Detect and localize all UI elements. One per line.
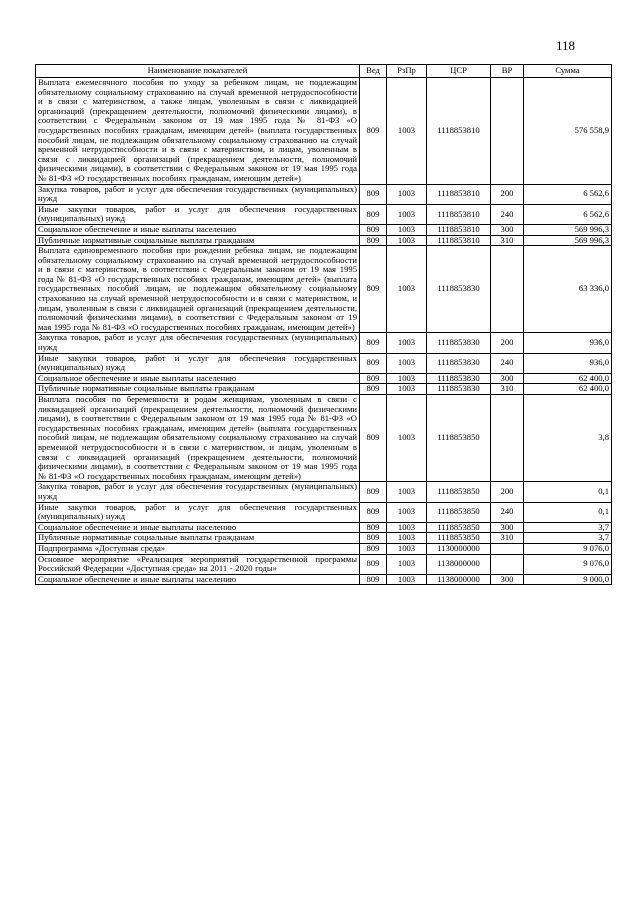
row-csr-cell: 1118853810 bbox=[427, 204, 491, 224]
row-sum-cell: 576 558,9 bbox=[524, 78, 612, 185]
row-ved-cell: 809 bbox=[360, 353, 387, 373]
row-csr-cell: 1118853810 bbox=[427, 78, 491, 185]
row-rzpr-cell: 1003 bbox=[387, 384, 427, 395]
row-ved-cell: 809 bbox=[360, 204, 387, 224]
row-sum-cell: 63 336,0 bbox=[524, 246, 612, 333]
row-rzpr-cell: 1003 bbox=[387, 482, 427, 502]
row-csr-cell: 1118853850 bbox=[427, 395, 491, 482]
row-rzpr-cell: 1003 bbox=[387, 78, 427, 185]
row-vr-cell: 240 bbox=[491, 502, 524, 522]
row-rzpr-cell: 1003 bbox=[387, 543, 427, 554]
row-rzpr-cell: 1003 bbox=[387, 502, 427, 522]
row-ved-cell: 809 bbox=[360, 78, 387, 185]
row-rzpr-cell: 1003 bbox=[387, 204, 427, 224]
row-vr-cell: 310 bbox=[491, 235, 524, 246]
row-sum-cell: 936,0 bbox=[524, 353, 612, 373]
row-csr-cell: 1138000000 bbox=[427, 554, 491, 574]
row-name-cell: Основное мероприятие «Реализация мероприятий государственной программы Российской Федерации «Доступная среда» на 2011 - 2020 годы» bbox=[36, 554, 360, 574]
row-rzpr-cell: 1003 bbox=[387, 224, 427, 235]
table-header-row bbox=[36, 65, 612, 78]
row-ved-cell: 809 bbox=[360, 522, 387, 533]
row-sum-cell: 0,1 bbox=[524, 482, 612, 502]
header-ved: Вед bbox=[360, 65, 387, 78]
table-row bbox=[36, 184, 612, 204]
row-ved-cell: 809 bbox=[360, 502, 387, 522]
row-csr-cell: 1118853850 bbox=[427, 522, 491, 533]
row-ved-cell: 809 bbox=[360, 533, 387, 544]
row-rzpr-cell: 1003 bbox=[387, 554, 427, 574]
row-ved-cell: 809 bbox=[360, 574, 387, 585]
table-row bbox=[36, 224, 612, 235]
row-vr-cell bbox=[491, 395, 524, 482]
row-ved-cell: 809 bbox=[360, 373, 387, 384]
row-ved-cell: 809 bbox=[360, 384, 387, 395]
row-ved-cell: 809 bbox=[360, 333, 387, 353]
table-row bbox=[36, 246, 612, 333]
header-sum: Сумма bbox=[524, 65, 612, 78]
row-csr-cell: 1118853830 bbox=[427, 353, 491, 373]
row-csr-cell: 1118853830 bbox=[427, 246, 491, 333]
row-csr-cell: 1138000000 bbox=[427, 574, 491, 585]
row-ved-cell: 809 bbox=[360, 246, 387, 333]
header-rzpr: РзПр bbox=[387, 65, 427, 78]
row-sum-cell: 3,8 bbox=[524, 395, 612, 482]
row-csr-cell: 1118853830 bbox=[427, 333, 491, 353]
row-name-cell: Выплата пособия по беременности и родам женщинам, уволенным в связи с ликвидацией организаций (прекращением деятельности, полномочий физическими лицами), в соответствии с Федеральным законом от 19 мая 1995 года № 81-ФЗ «О государственных пособиях гражданам, имеющим детей» (выплата государственных пособий лицам, не подлежащим обязательному социальному страхованию на случай временной нетрудоспособности и в связи с материнством, и лицам, уволенным в связи с ликвидацией организаций (прекращением деятельности, полномочий физическими лицами), в соответствии с Федеральным законом от 19 мая 1995 года № 81-ФЗ «О государственных пособиях гражданам, имеющим детей») bbox=[36, 395, 360, 482]
row-csr-cell: 1118853850 bbox=[427, 482, 491, 502]
table-row bbox=[36, 543, 612, 554]
row-sum-cell: 9 076,0 bbox=[524, 543, 612, 554]
row-sum-cell: 62 400,0 bbox=[524, 373, 612, 384]
header-name: Наименование показателей bbox=[36, 65, 360, 78]
row-name-cell: Иные закупки товаров, работ и услуг для обеспечения государственных (муниципальных) нужд bbox=[36, 353, 360, 373]
table-row bbox=[36, 554, 612, 574]
row-rzpr-cell: 1003 bbox=[387, 395, 427, 482]
row-rzpr-cell: 1003 bbox=[387, 533, 427, 544]
row-vr-cell bbox=[491, 78, 524, 185]
row-sum-cell: 936,0 bbox=[524, 333, 612, 353]
row-name-cell: Социальное обеспечение и иные выплаты населению bbox=[36, 574, 360, 585]
row-sum-cell: 6 562,6 bbox=[524, 184, 612, 204]
row-ved-cell: 809 bbox=[360, 543, 387, 554]
row-vr-cell: 200 bbox=[491, 333, 524, 353]
row-rzpr-cell: 1003 bbox=[387, 574, 427, 585]
row-rzpr-cell: 1003 bbox=[387, 522, 427, 533]
row-name-cell: Выплата ежемесячного пособия по уходу за ребенком лицам, не подлежащим обязательному социальному страхованию на случай временной нетрудоспособности и в связи с материнством, а также лицам, уволенным в связи с ликвидацией организаций (прекращением деятельности, полномочий физическими лицами), в соответствии с Федеральным законом от 19 мая 1995 года № 81-ФЗ «О государственных пособиях гражданам, имеющим детей» (выплата государственных пособий лицам, не подлежащим обязательному социальному страхованию на случай временной нетрудоспособности и в связи с материнством, и лицам, уволенным в связи с ликвидацией организаций (прекращением деятельности, полномочий физическими лицами), в соответствии с Федеральным законом от 19 мая 1995 года № 81-ФЗ «О государственных пособиях гражданам, имеющим детей») bbox=[36, 78, 360, 185]
row-sum-cell: 3,7 bbox=[524, 522, 612, 533]
row-rzpr-cell: 1003 bbox=[387, 333, 427, 353]
row-ved-cell: 809 bbox=[360, 235, 387, 246]
row-name-cell: Публичные нормативные социальные выплаты гражданам bbox=[36, 384, 360, 395]
row-vr-cell: 200 bbox=[491, 482, 524, 502]
row-csr-cell: 1118853850 bbox=[427, 502, 491, 522]
row-ved-cell: 809 bbox=[360, 554, 387, 574]
budget-table bbox=[35, 64, 612, 585]
row-name-cell: Социальное обеспечение и иные выплаты населению bbox=[36, 224, 360, 235]
row-csr-cell: 1130000000 bbox=[427, 543, 491, 554]
row-vr-cell bbox=[491, 543, 524, 554]
table-row bbox=[36, 78, 612, 185]
header-vr: ВР bbox=[491, 65, 524, 78]
table-row bbox=[36, 482, 612, 502]
row-sum-cell: 569 996,3 bbox=[524, 224, 612, 235]
row-vr-cell: 310 bbox=[491, 533, 524, 544]
row-csr-cell: 1118853810 bbox=[427, 184, 491, 204]
header-csr: ЦСР bbox=[427, 65, 491, 78]
row-name-cell: Публичные нормативные социальные выплаты гражданам bbox=[36, 533, 360, 544]
row-rzpr-cell: 1003 bbox=[387, 373, 427, 384]
row-rzpr-cell: 1003 bbox=[387, 184, 427, 204]
row-ved-cell: 809 bbox=[360, 395, 387, 482]
row-rzpr-cell: 1003 bbox=[387, 235, 427, 246]
table-row bbox=[36, 333, 612, 353]
row-vr-cell: 240 bbox=[491, 353, 524, 373]
row-name-cell: Закупка товаров, работ и услуг для обеспечения государственных (муниципальных) нужд bbox=[36, 482, 360, 502]
table-row bbox=[36, 204, 612, 224]
row-rzpr-cell: 1003 bbox=[387, 353, 427, 373]
row-csr-cell: 1118853810 bbox=[427, 224, 491, 235]
row-sum-cell: 9 000,0 bbox=[524, 574, 612, 585]
row-name-cell: Социальное обеспечение и иные выплаты населению bbox=[36, 522, 360, 533]
row-sum-cell: 0,1 bbox=[524, 502, 612, 522]
page-number: 118 bbox=[556, 38, 576, 53]
row-sum-cell: 569 996,3 bbox=[524, 235, 612, 246]
row-name-cell: Публичные нормативные социальные выплаты гражданам bbox=[36, 235, 360, 246]
row-ved-cell: 809 bbox=[360, 184, 387, 204]
row-csr-cell: 1118853830 bbox=[427, 384, 491, 395]
table-row bbox=[36, 235, 612, 246]
row-csr-cell: 1118853830 bbox=[427, 373, 491, 384]
row-ved-cell: 809 bbox=[360, 224, 387, 235]
row-csr-cell: 1118853850 bbox=[427, 533, 491, 544]
table-row bbox=[36, 384, 612, 395]
row-vr-cell: 300 bbox=[491, 574, 524, 585]
table-row bbox=[36, 353, 612, 373]
table-row bbox=[36, 574, 612, 585]
row-name-cell: Подпрограмма «Доступная среда» bbox=[36, 543, 360, 554]
row-ved-cell: 809 bbox=[360, 482, 387, 502]
row-sum-cell: 9 076,0 bbox=[524, 554, 612, 574]
row-vr-cell: 310 bbox=[491, 384, 524, 395]
row-name-cell: Иные закупки товаров, работ и услуг для обеспечения государственных (муниципальных) нужд bbox=[36, 502, 360, 522]
row-vr-cell bbox=[491, 246, 524, 333]
row-rzpr-cell: 1003 bbox=[387, 246, 427, 333]
row-vr-cell: 300 bbox=[491, 522, 524, 533]
row-name-cell: Закупка товаров, работ и услуг для обеспечения государственных (муниципальных) нужд bbox=[36, 333, 360, 353]
row-sum-cell: 3,7 bbox=[524, 533, 612, 544]
row-vr-cell: 300 bbox=[491, 373, 524, 384]
row-name-cell: Выплата единовременного пособия при рождении ребенка лицам, не подлежащим обязательному социальному страхованию на случай временной нетрудоспособности и в связи с материнством, в соответствии с Федеральным законом от 19 мая 1995 года № 81-ФЗ «О государственных пособиях гражданам, имеющим детей» (выплата государственных пособий лицам, не подлежащим обязательному социальному страхованию на случай временной нетрудоспособности и в связи с материнством, и лицам, уволенным в связи с ликвидацией организаций (прекращением деятельности, полномочий физическими лицами), в соответствии с Федеральным законом от 19 мая 1995 года № 81-ФЗ «О государственных пособиях гражданам, имеющим детей») bbox=[36, 246, 360, 333]
row-vr-cell: 200 bbox=[491, 184, 524, 204]
row-vr-cell bbox=[491, 554, 524, 574]
table-row bbox=[36, 373, 612, 384]
table-row bbox=[36, 533, 612, 544]
table-row bbox=[36, 502, 612, 522]
row-sum-cell: 62 400,0 bbox=[524, 384, 612, 395]
row-name-cell: Закупка товаров, работ и услуг для обеспечения государственных (муниципальных) нужд bbox=[36, 184, 360, 204]
row-vr-cell: 300 bbox=[491, 224, 524, 235]
row-name-cell: Иные закупки товаров, работ и услуг для обеспечения государственных (муниципальных) нужд bbox=[36, 204, 360, 224]
table-row bbox=[36, 395, 612, 482]
row-sum-cell: 6 562,6 bbox=[524, 204, 612, 224]
row-vr-cell: 240 bbox=[491, 204, 524, 224]
row-name-cell: Социальное обеспечение и иные выплаты населению bbox=[36, 373, 360, 384]
row-csr-cell: 1118853810 bbox=[427, 235, 491, 246]
table-row bbox=[36, 522, 612, 533]
